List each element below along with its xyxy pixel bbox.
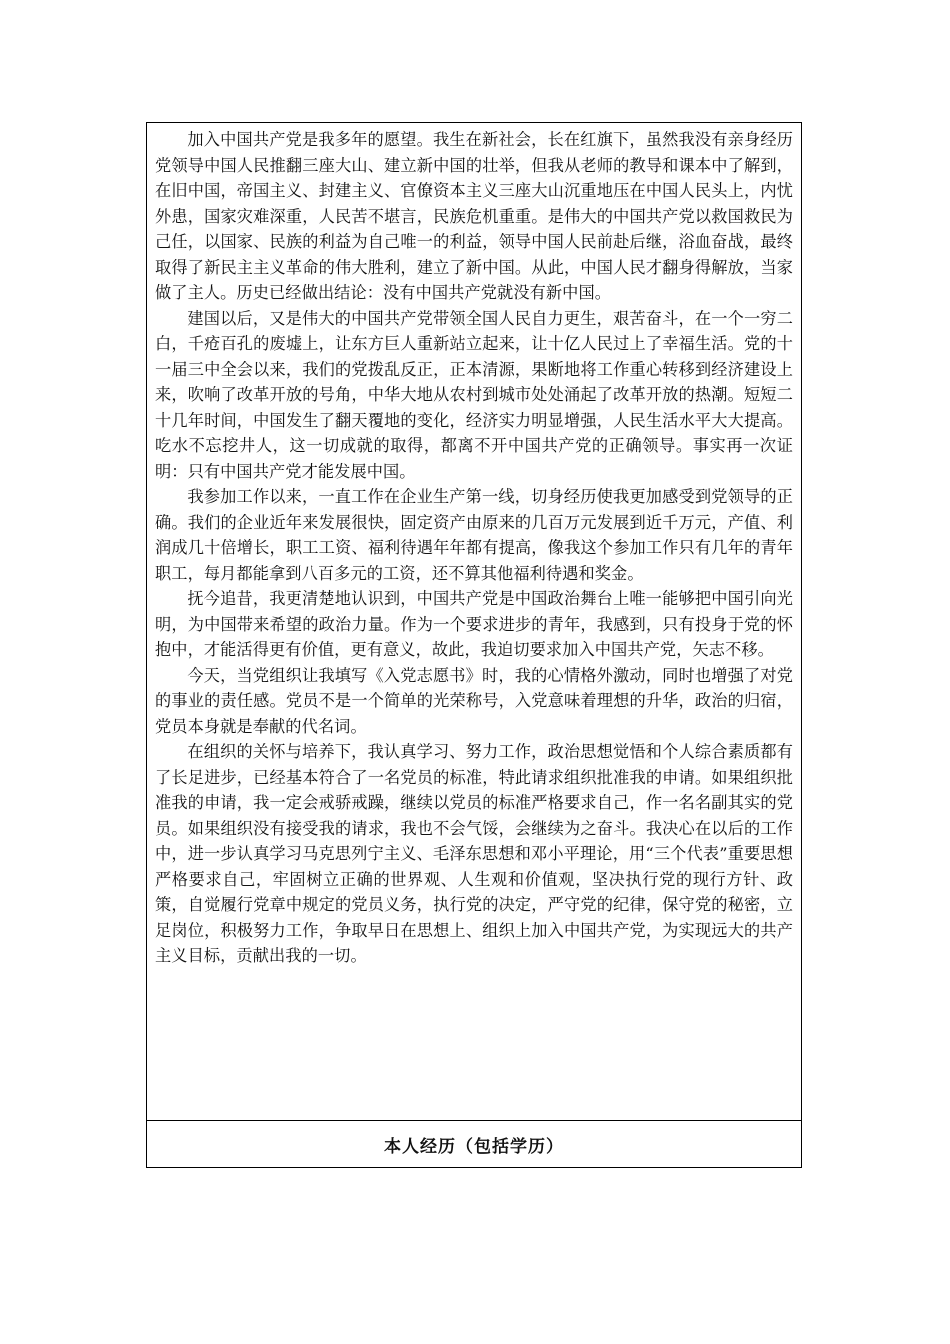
statement-paragraph-6: 在组织的关怀与培养下，我认真学习、努力工作，政治思想觉悟和个人综合素质都有了长足进步，已经基本符合了一名党员的标准，特此请求组织批准我的申请。如果组织批准我的申请，我一定会戒骄戒躁，继续以党员的标准严格要求自己，作一名名副其实的党员。如果组织没有接受我的请求，我也不会气馁，会继续为之奋斗。我决心在以后的工作中，进一步认真学习马克思列宁主义、毛泽东思想和邓小平理论，用“三个代表”重要思想严格要求自己，牢固树立正确的世界观、人生观和价值观，坚决执行党的现行方针、政策，自觉履行党章中规定的党员义务，执行党的决定，严守党的纪律，保守党的秘密，立足岗位，积极努力工作，争取早日在思想上、组织上加入中国共产党，为实现远大的共产主义目标，贡献出我的一切。 <box>155 742 793 965</box>
application-form-table <box>146 122 802 1168</box>
experience-heading-cell <box>147 1121 801 1167</box>
statement-cell <box>147 123 801 1121</box>
statement-paragraph-5: 今天，当党组织让我填写《入党志愿书》时，我的心情格外激动，同时也增强了对党的事业的责任感。党员不是一个简单的光荣称号，入党意味着理想的升华，政治的归宿，党员本身就是奉献的代名词。 <box>155 665 793 736</box>
statement-paragraph-1: 加入中国共产党是我多年的愿望。我生在新社会，长在红旗下，虽然我没有亲身经历党领导中国人民推翻三座大山、建立新中国的壮举，但我从老师的教导和课本中了解到，在旧中国，帝国主义、封建主义、官僚资本主义三座大山沉重地压在中国人民头上，内忧外患，国家灾难深重，人民苦不堪言，民族危机重重。是伟大的中国共产党以救国救民为己任，以国家、民族的利益为自己唯一的利益，领导中国人民前赴后继，浴血奋战，最终取得了新民主主义革命的伟大胜利，建立了新中国。从此，中国人民才翻身得解放，当家做了主人。历史已经做出结论：没有中国共产党就没有新中国。 <box>155 130 793 302</box>
statement-paragraph-4: 抚今追昔，我更清楚地认识到，中国共产党是中国政治舞台上唯一能够把中国引向光明，为中国带来希望的政治力量。作为一个要求进步的青年，我感到，只有投身于党的怀抱中，才能活得更有价值，更有意义，故此，我迫切要求加入中国共产党，矢志不移。 <box>155 589 793 659</box>
statement-paragraph-3: 我参加工作以来，一直工作在企业生产第一线，切身经历使我更加感受到党领导的正确。我们的企业近年来发展很快，固定资产由原来的几百万元发展到近千万元，产值、利润成几十倍增长，职工工资、福利待遇年年都有提高，像我这个参加工作只有几年的青年职工，每月都能拿到八百多元的工资，还不算其他福利待遇和奖金。 <box>155 487 793 583</box>
experience-section-heading: 本人经历（包括学历） <box>384 1136 564 1157</box>
statement-paragraph-2: 建国以后，又是伟大的中国共产党带领全国人民自力更生，艰苦奋斗，在一个一穷二白，千疮百孔的废墟上，让东方巨人重新站立起来，让十亿人民过上了幸福生活。党的十一届三中全会以来，我们的党拨乱反正，正本清源，果断地将工作重心转移到经济建设上来，吹响了改革开放的号角，中华大地从农村到城市处处涌起了改革开放的热潮。短短二十几年时间，中国发生了翻天覆地的变化，经济实力明显增强，人民生活水平大大提高。吃水不忘挖井人，这一切成就的取得，都离不开中国共产党的正确领导。事实再一次证明：只有中国共产党才能发展中国。 <box>155 308 793 481</box>
